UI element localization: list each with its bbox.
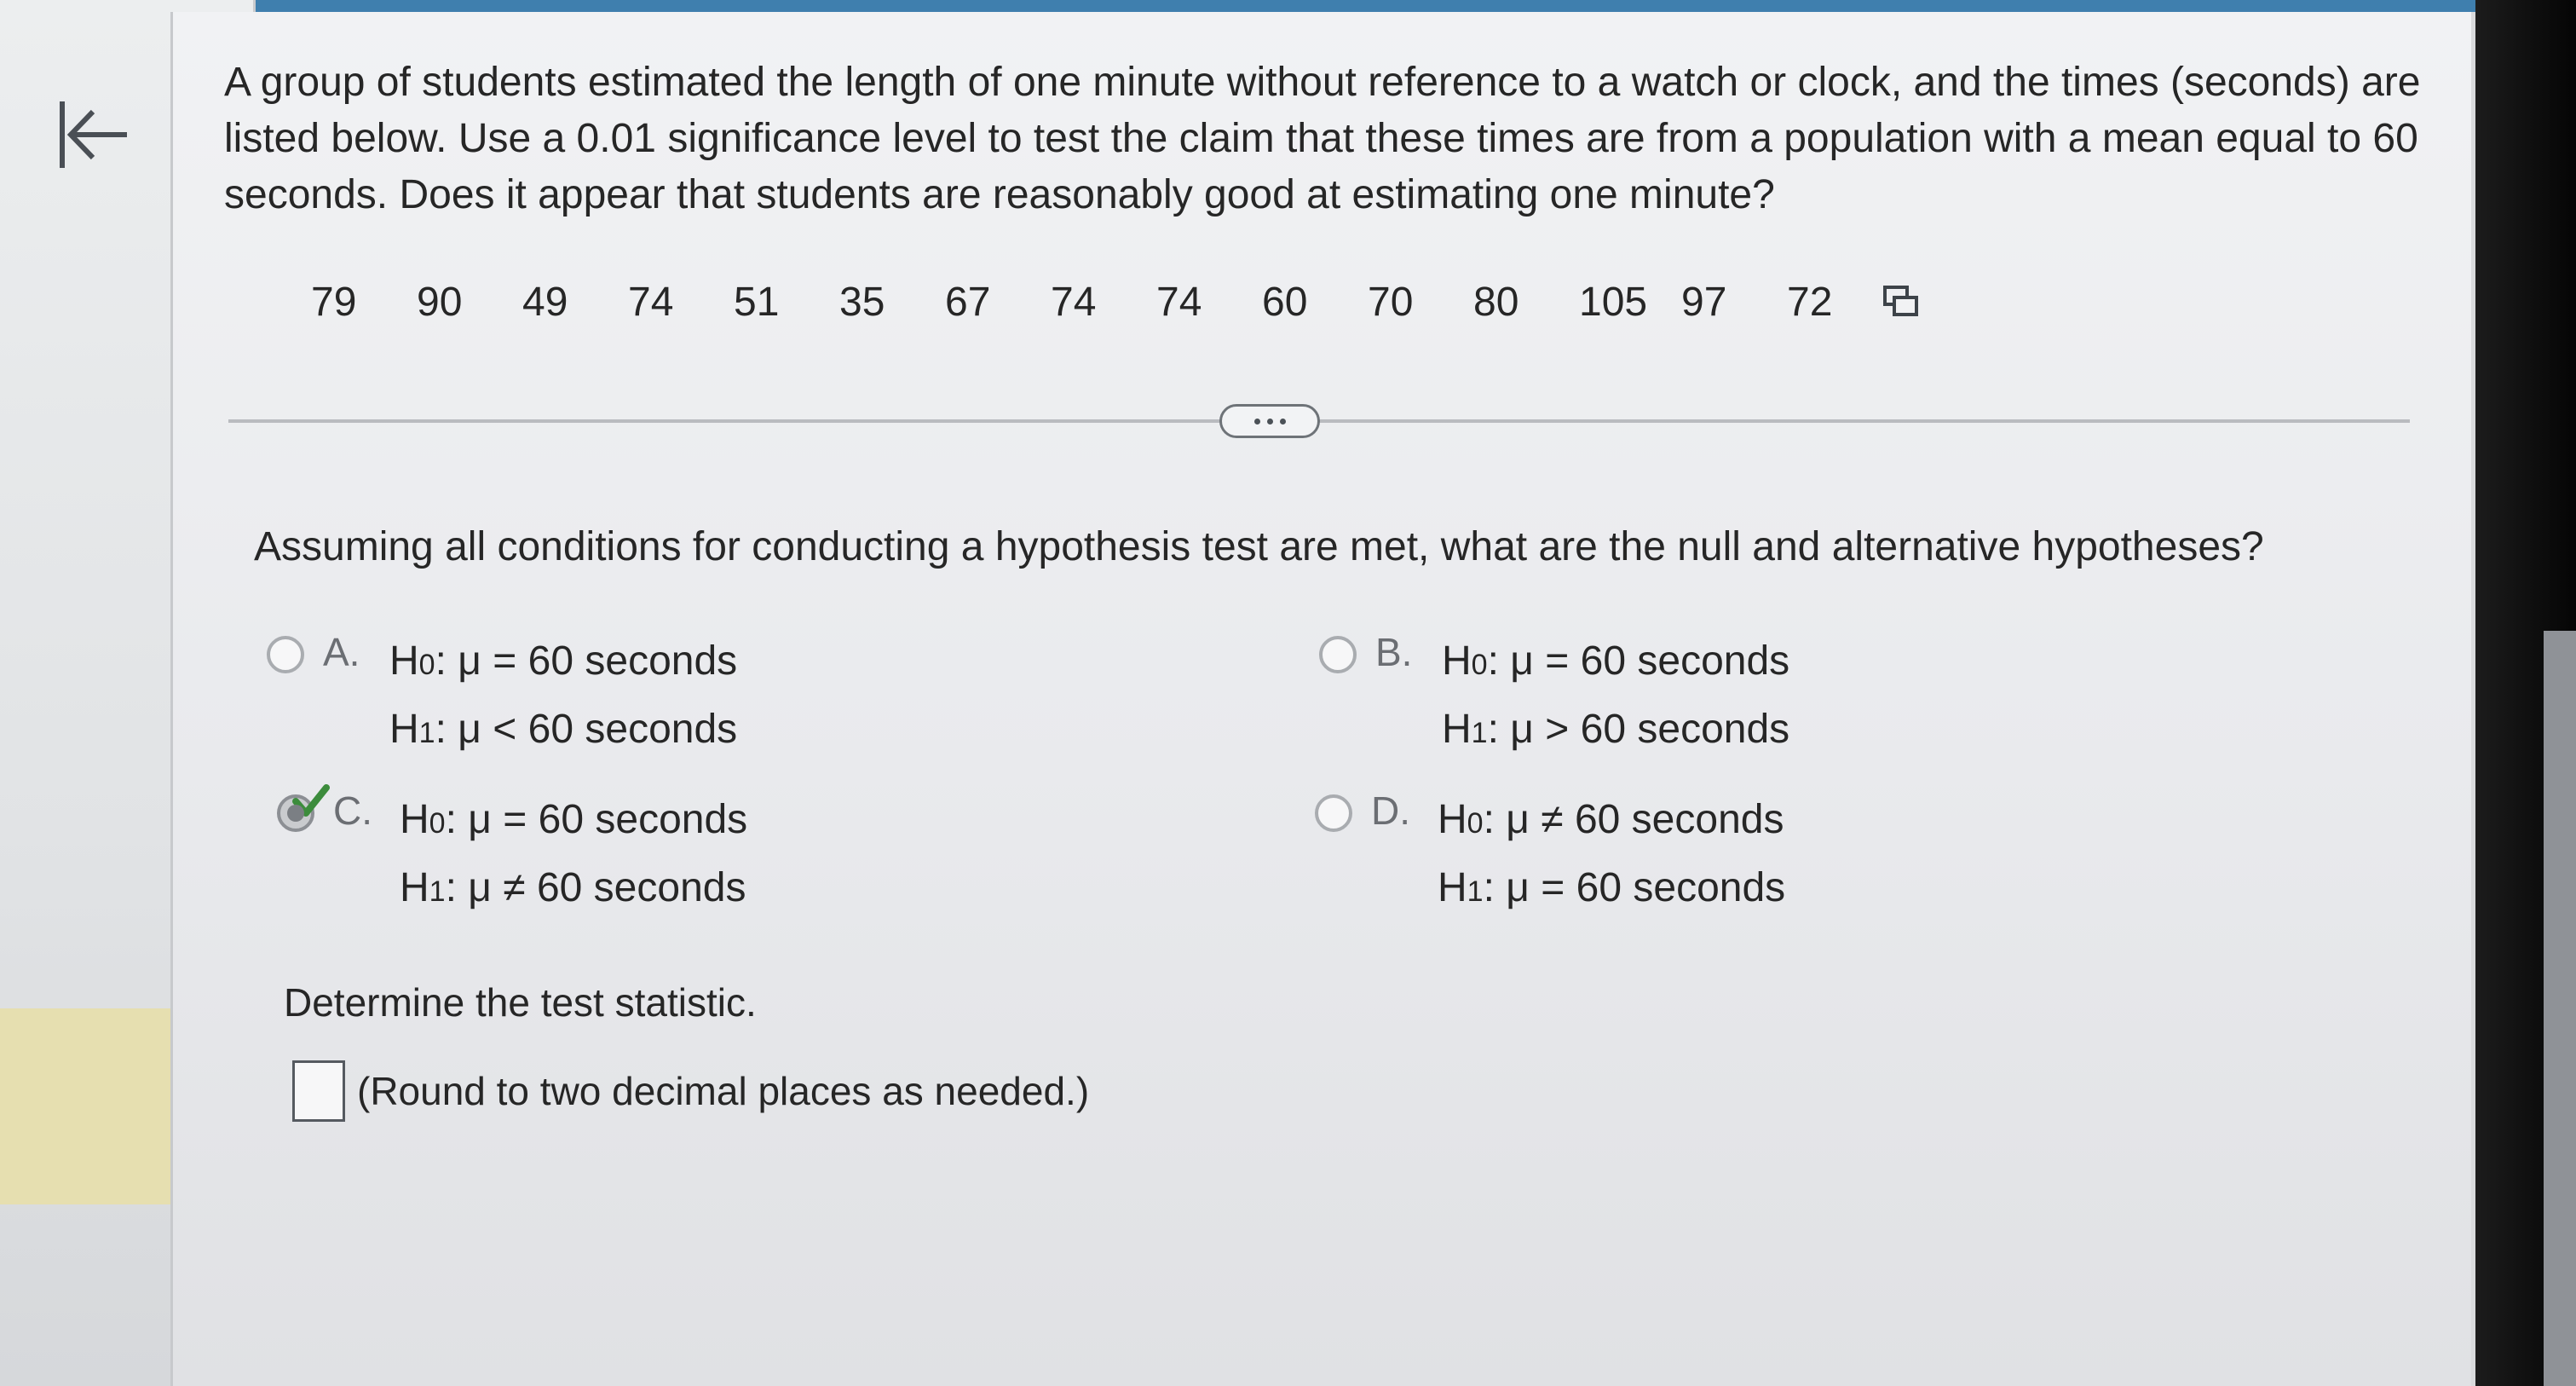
data-value: 72 [1787, 279, 1833, 325]
h-symbol: H [389, 638, 419, 684]
option-d-radio[interactable] [1315, 794, 1352, 832]
option-d-h0 [1438, 788, 1785, 856]
option-c-letter: C. [333, 788, 372, 833]
option-d-h1 [1438, 856, 1785, 924]
copy-icon [1882, 285, 1920, 319]
h-subscript: 0 [1467, 807, 1484, 840]
option-c-hypotheses [400, 788, 747, 924]
colon: : [445, 865, 457, 910]
option-a-radio[interactable] [267, 636, 304, 673]
option-c-h1 [400, 856, 747, 924]
h-symbol: H [1438, 797, 1467, 842]
option-c-radio[interactable] [277, 794, 314, 832]
copy-data-button[interactable] [1881, 281, 1922, 322]
answer-row [292, 1060, 1089, 1122]
option-b[interactable] [1319, 629, 1789, 765]
option-c[interactable] [277, 788, 747, 924]
data-value: 80 [1473, 279, 1519, 325]
option-a-h1-text: μ < 60 seconds [458, 707, 738, 752]
h-subscript: 1 [1467, 875, 1484, 908]
test-statistic-input[interactable] [292, 1060, 345, 1122]
option-d-h0-text: μ ≠ 60 seconds [1506, 797, 1784, 842]
question-panel [170, 12, 2471, 1386]
h-subscript: 0 [418, 649, 435, 681]
data-value: 74 [1156, 279, 1202, 325]
h-symbol: H [389, 707, 419, 752]
more-icon-dot [1280, 419, 1286, 424]
h-subscript: 1 [1471, 717, 1488, 749]
option-b-letter: B. [1375, 630, 1413, 674]
data-value: 79 [311, 279, 357, 325]
colon: : [435, 638, 447, 684]
option-b-radio[interactable] [1319, 636, 1357, 673]
option-c-h0-text: μ = 60 seconds [468, 797, 748, 842]
h-subscript: 1 [429, 875, 446, 908]
h-symbol: H [1442, 638, 1472, 684]
data-value: 60 [1262, 279, 1308, 325]
option-a-hypotheses [389, 629, 737, 765]
option-d[interactable] [1315, 788, 1785, 924]
option-b-h1 [1442, 697, 1789, 765]
h-symbol: H [1442, 707, 1472, 752]
data-value: 74 [1051, 279, 1097, 325]
data-value: 90 [417, 279, 463, 325]
test-statistic-label: Determine the test statistic. [284, 980, 757, 1025]
rounding-hint: (Round to two decimal places as needed.) [357, 1069, 1090, 1113]
colon: : [1483, 797, 1495, 842]
data-value: 49 [522, 279, 568, 325]
data-value: 97 [1681, 279, 1727, 325]
h-symbol: H [1438, 865, 1467, 910]
option-a-letter: A. [323, 630, 360, 674]
data-value: 105 [1579, 279, 1648, 325]
option-b-h0 [1442, 629, 1789, 697]
h-subscript: 1 [418, 717, 435, 749]
colon: : [435, 707, 447, 752]
hypotheses-prompt: Assuming all conditions for conducting a hypothesis test are met, what are the null and alternative hypotheses? [254, 524, 2264, 569]
option-a-h0-text: μ = 60 seconds [458, 638, 738, 684]
back-button[interactable] [51, 92, 136, 177]
option-b-hypotheses [1442, 629, 1789, 765]
top-accent-bar [166, 0, 2475, 12]
question-text: A group of students estimated the length of one minute without reference to a watch or clock, and the times (seconds) are listed below. Use a 0.01 significance level to test the claim that these times are from a population with a mean equal to 60 seconds. Does it appear that students are reasonably good at estimating one minute? [224, 60, 2421, 217]
option-a-h0 [389, 629, 737, 697]
h-symbol: H [400, 797, 429, 842]
more-icon [1254, 419, 1260, 424]
checkmark-icon [291, 783, 330, 822]
data-values-row [311, 268, 1922, 336]
more-icon-dot [1267, 419, 1273, 424]
bezel-edge [2544, 631, 2576, 1386]
colon: : [1487, 707, 1499, 752]
option-d-hypotheses [1438, 788, 1785, 924]
h-subscript: 0 [1471, 649, 1488, 681]
option-b-h0-text: μ = 60 seconds [1510, 638, 1790, 684]
option-d-h1-text: μ = 60 seconds [1506, 865, 1786, 910]
option-b-h1-text: μ > 60 seconds [1510, 707, 1790, 752]
h-symbol: H [400, 865, 429, 910]
colon: : [445, 797, 457, 842]
data-value: 35 [839, 279, 885, 325]
colon: : [1483, 865, 1495, 910]
data-value: 74 [628, 279, 674, 325]
data-value: 51 [734, 279, 780, 325]
data-value: 67 [945, 279, 991, 325]
option-a[interactable] [267, 629, 737, 765]
data-value: 70 [1368, 279, 1414, 325]
colon: : [1487, 638, 1499, 684]
option-d-letter: D. [1371, 788, 1410, 833]
option-c-h1-text: μ ≠ 60 seconds [468, 865, 746, 910]
h-subscript: 0 [429, 807, 446, 840]
back-arrow-icon [55, 96, 132, 173]
expand-more-button[interactable] [1219, 404, 1320, 438]
option-c-h0 [400, 788, 747, 856]
option-a-h1 [389, 697, 737, 765]
